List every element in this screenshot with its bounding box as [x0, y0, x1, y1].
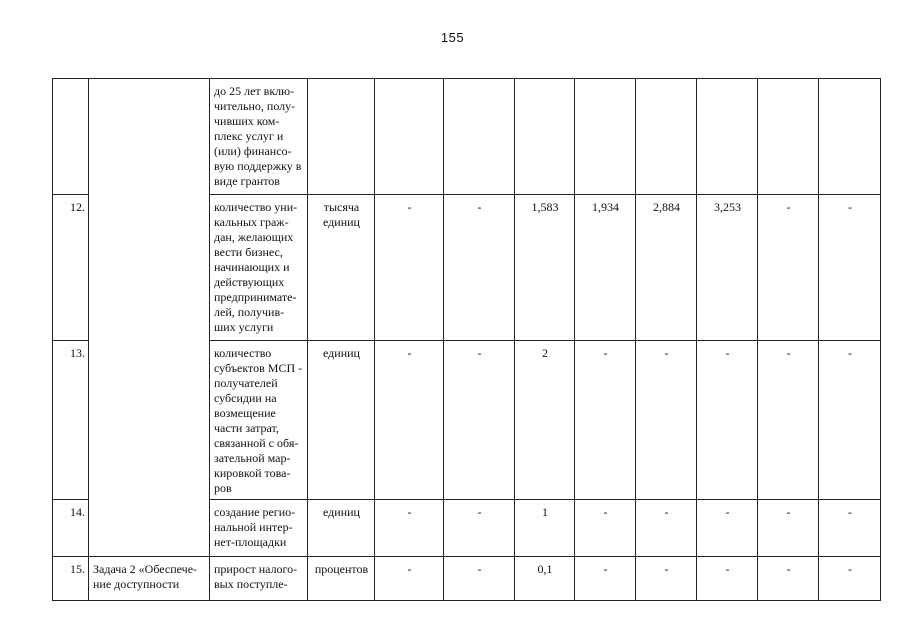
row-number: 13. — [53, 341, 89, 500]
value-cell: - — [697, 500, 758, 557]
value-cell: - — [375, 557, 444, 601]
value-cell — [444, 79, 515, 195]
value-cell: - — [758, 195, 819, 341]
table-row — [53, 557, 881, 601]
value-cell — [575, 79, 636, 195]
row-number: 14. — [53, 500, 89, 557]
value-cell — [515, 79, 575, 195]
indicator-cell: до 25 лет вклю-чительно, полу-чивших ком-плекс услуг и (или) финансо-вую поддержку в виде грантов — [210, 79, 308, 195]
indicator-cell: количество уни-кальных граж-дан, желающих вести бизнес, начинающих и действующих предпринимате-лей, получив-ших услуги — [210, 195, 308, 341]
value-cell: - — [697, 557, 758, 601]
value-cell: - — [575, 557, 636, 601]
value-cell: 2,884 — [636, 195, 697, 341]
value-cell: - — [444, 500, 515, 557]
value-cell: - — [636, 500, 697, 557]
value-cell: 2 — [515, 341, 575, 500]
value-cell: - — [819, 557, 881, 601]
unit-cell: процентов — [308, 557, 375, 601]
value-cell — [819, 79, 881, 195]
value-cell: - — [444, 195, 515, 341]
value-cell: - — [819, 195, 881, 341]
value-cell: - — [375, 195, 444, 341]
unit-cell: единиц — [308, 500, 375, 557]
row-number: 12. — [53, 195, 89, 341]
indicators-table — [52, 78, 881, 601]
value-cell: - — [697, 341, 758, 500]
task-cell — [89, 79, 210, 557]
margin-mark — [2, 560, 10, 582]
row-number: 15. — [53, 557, 89, 601]
page-number: 155 — [440, 30, 465, 45]
unit-cell — [308, 79, 375, 195]
unit-cell: тысяча единиц — [308, 195, 375, 341]
value-cell: 1,934 — [575, 195, 636, 341]
table-row — [53, 79, 881, 195]
row-number — [53, 79, 89, 195]
value-cell: - — [575, 500, 636, 557]
value-cell: 1,583 — [515, 195, 575, 341]
value-cell: - — [758, 341, 819, 500]
indicator-cell: создание регио-нальной интер-нет-площадки — [210, 500, 308, 557]
value-cell: - — [375, 500, 444, 557]
task-cell: Задача 2 «Обеспече-ние доступности — [89, 557, 210, 601]
value-cell: - — [636, 557, 697, 601]
value-cell: 0,1 — [515, 557, 575, 601]
value-cell — [697, 79, 758, 195]
value-cell — [636, 79, 697, 195]
value-cell: - — [444, 341, 515, 500]
unit-cell: единиц — [308, 341, 375, 500]
indicator-cell: количество субъектов МСП - получателей субсидии на возмещение части затрат, связанной с обя-зательной мар-кировкой това-ров — [210, 341, 308, 500]
value-cell — [375, 79, 444, 195]
value-cell: 1 — [515, 500, 575, 557]
value-cell — [758, 79, 819, 195]
value-cell: - — [758, 557, 819, 601]
value-cell: 3,253 — [697, 195, 758, 341]
value-cell: - — [444, 557, 515, 601]
value-cell: - — [819, 341, 881, 500]
value-cell: - — [375, 341, 444, 500]
value-cell: - — [758, 500, 819, 557]
value-cell: - — [819, 500, 881, 557]
value-cell: - — [575, 341, 636, 500]
indicator-cell: прирост налого-вых поступле- — [210, 557, 308, 601]
value-cell: - — [636, 341, 697, 500]
